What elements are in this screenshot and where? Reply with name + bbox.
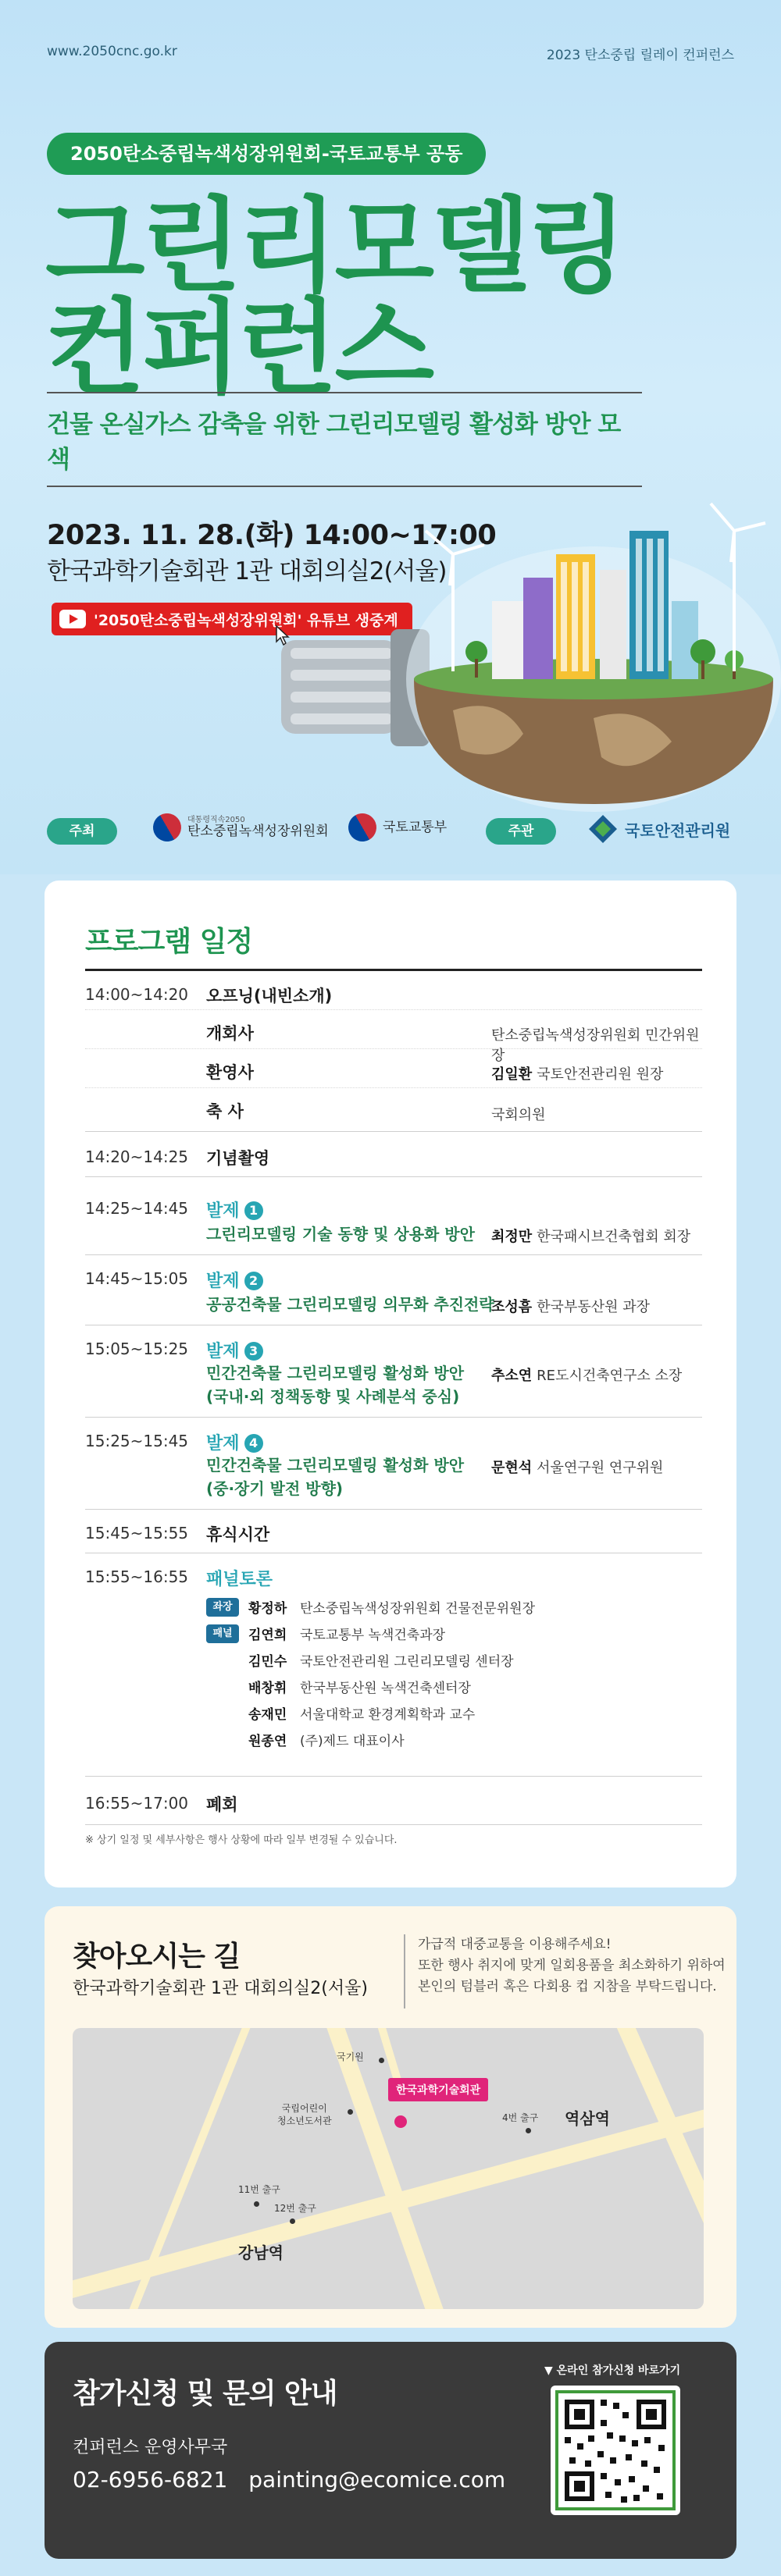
row-item: 오프닝(내빈소개) xyxy=(206,987,333,1005)
row-speaker: 국회의원 xyxy=(491,1107,546,1123)
row-speaker: 탄소중립녹색성장위원회 민간위원장 xyxy=(491,1027,700,1064)
title-line-1: 그린리모델링 xyxy=(45,187,625,307)
co-host-badge: 2050탄소중립녹색성장위원회-국토교통부 공동 xyxy=(47,133,486,175)
program-row xyxy=(85,1010,702,1064)
program-row xyxy=(85,1255,702,1325)
panel-member: 송재민 서울대학교 환경계획학과 교수 xyxy=(248,1707,476,1723)
row-time: 14:45~15:05 xyxy=(85,1269,189,1288)
program-card xyxy=(45,881,736,1888)
row-item: 휴식시간 xyxy=(206,1525,270,1544)
contact-phone[interactable]: 02-6956-6821 xyxy=(73,2467,228,2492)
row-item: 기념촬영 xyxy=(206,1149,270,1168)
row-time: 15:45~15:55 xyxy=(85,1524,189,1542)
map-marker xyxy=(348,2109,353,2115)
row-time: 15:25~15:45 xyxy=(85,1432,189,1450)
topic-label: 발제 4 xyxy=(206,1430,263,1454)
panel-role: 좌장 xyxy=(206,1598,239,1617)
row-time: 15:05~15:25 xyxy=(85,1340,189,1358)
panel-member: 배창휘 한국부동산원 녹색건축센터장 xyxy=(248,1681,471,1696)
directions-notes: 가급적 대중교통을 이용해주세요! 또한 행사 취지에 맞게 일회용품을 최소화하기 위하여 본인의 텀블러 혹은 다회용 컵 지참을 부탁드립니다. xyxy=(418,1937,726,1995)
row-speaker: 추소연 RE도시건축연구소 소장 xyxy=(491,1368,683,1384)
subtitle: 건물 온실가스 감축을 위한 그린리모델링 활성화 방안 모색 xyxy=(47,411,621,474)
program-row xyxy=(85,1553,702,1777)
topic-title: 공공건축물 그린리모델링 의무화 추진전략 xyxy=(206,1295,494,1314)
program-row xyxy=(85,1088,702,1132)
location-map[interactable] xyxy=(73,2028,704,2309)
directions-venue: 한국과학기술회관 1관 대회의실2(서울) xyxy=(73,1979,368,1998)
map-label-gukgiwon: 국기원 xyxy=(337,2051,364,2062)
map-venue-tag[interactable]: 한국과학기술회관 xyxy=(388,2078,488,2101)
topic-title: 민간건축물 그린리모델링 활성화 방안 (중·장기 발전 방향) xyxy=(206,1456,465,1498)
host1-name: 탄소중립녹색성장위원회 xyxy=(187,824,329,840)
map-marker xyxy=(254,2201,259,2207)
topic-label: 발제 3 xyxy=(206,1338,263,1362)
row-speaker: 김일환 국토안전관리원 원장 xyxy=(491,1066,664,1083)
row-time: 14:25~14:45 xyxy=(85,1199,189,1218)
event-series-tag: 2023 탄소중립 릴레이 컨퍼런스 xyxy=(546,48,734,63)
map-marker xyxy=(526,2128,531,2133)
row-item: 폐회 xyxy=(206,1795,238,1814)
contact-info xyxy=(73,2467,505,2492)
youtube-icon xyxy=(59,610,86,628)
event-date: 2023. 11. 28.(화) 14:00~17:00 xyxy=(47,520,497,551)
taegeuk-icon xyxy=(343,808,381,846)
qr-code-icon xyxy=(551,2386,680,2515)
lightbulb-city-illustration xyxy=(266,484,781,812)
panel-member: 좌장 황정하 탄소중립녹색성장위원회 건물전문위원장 xyxy=(206,1597,535,1617)
directions-title: 찾아오시는 길 xyxy=(73,1941,241,1973)
row-time: 14:00~14:20 xyxy=(85,985,189,1004)
row-speaker: 최정만 한국패시브건축협회 회장 xyxy=(491,1229,691,1245)
taegeuk-icon xyxy=(148,808,186,846)
program-row xyxy=(85,1510,702,1553)
topic-title: 그린리모델링 기술 동향 및 상용화 방안 xyxy=(206,1225,475,1244)
registration-qr-code[interactable] xyxy=(551,2386,680,2515)
contact-card xyxy=(45,2342,736,2559)
program-title: 프로그램 일정 xyxy=(85,926,253,958)
program-row xyxy=(85,1777,702,1825)
panel-member: 패널 김연희 국토교통부 녹색건축과장 xyxy=(206,1624,445,1643)
map-label-yeoksam: 역삼역 xyxy=(565,2109,610,2128)
title-line-2: 컨퍼런스 xyxy=(45,288,432,408)
host1-logo xyxy=(153,813,329,841)
program-row xyxy=(85,1418,702,1510)
program-row xyxy=(85,1132,702,1177)
panel-member: 원종연 (주)제드 대표이사 xyxy=(248,1734,405,1749)
contact-title: 참가신청 및 문의 안내 xyxy=(73,2378,337,2410)
map-label-gangnam: 강남역 xyxy=(238,2243,284,2262)
map-label-exit11: 11번 출구 xyxy=(238,2184,280,2195)
map-marker xyxy=(290,2218,295,2224)
program-table xyxy=(85,971,702,1825)
panel-label: 패널토론 xyxy=(206,1570,273,1589)
map-roads xyxy=(73,2028,704,2309)
row-item: 축 사 xyxy=(206,1102,244,1121)
program-row xyxy=(85,971,702,1010)
organizer-label: 주관 xyxy=(486,818,556,845)
contact-office: 컨퍼런스 운영사무국 xyxy=(73,2438,228,2457)
row-time: 14:20~14:25 xyxy=(85,1147,189,1166)
qr-label: ▼ 온라인 참가신청 바로가기 xyxy=(544,2364,681,2377)
divider xyxy=(404,1934,405,2008)
event-venue: 한국과학기술회관 1관 대회의실2(서울) xyxy=(47,557,447,585)
hero-section xyxy=(0,0,781,874)
map-venue-marker[interactable] xyxy=(394,2115,407,2128)
row-speaker: 문현석 서울연구원 연구위원 xyxy=(491,1460,664,1476)
kalis-logo-icon xyxy=(587,813,619,845)
map-label-exit12: 12번 출구 xyxy=(274,2203,316,2214)
youtube-label: '2050탄소중립녹색성장위원회' 유튜브 생중계 xyxy=(94,611,398,629)
row-speaker: 조성흠 한국부동산원 과장 xyxy=(491,1299,650,1315)
program-row xyxy=(85,1177,702,1255)
topic-label: 발제 2 xyxy=(206,1268,263,1292)
topic-title: 민간건축물 그린리모델링 활성화 방안 (국내·외 정책동향 및 사례분석 중심) xyxy=(206,1364,465,1406)
host1-small: 대통령직속2050 xyxy=(187,816,245,825)
host2-logo xyxy=(348,813,447,841)
topic-label: 발제 1 xyxy=(206,1197,263,1222)
row-item: 개회사 xyxy=(206,1024,254,1043)
subtitle-box xyxy=(47,392,642,487)
map-marker xyxy=(379,2058,384,2063)
program-row xyxy=(85,1325,702,1418)
row-item: 환영사 xyxy=(206,1063,254,1082)
panel-member: 김민수 국토안전관리원 그린리모델링 센터장 xyxy=(248,1654,514,1670)
map-label-library: 국립어린이 청소년도서관 xyxy=(277,2103,332,2126)
panel-role: 패널 xyxy=(206,1624,239,1643)
sponsor-row xyxy=(0,812,781,851)
row-time: 16:55~17:00 xyxy=(85,1794,189,1813)
site-url[interactable]: www.2050cnc.go.kr xyxy=(47,44,177,59)
organizer-name: 국토안전관리원 xyxy=(625,820,731,840)
map-label-exit4: 4번 출구 xyxy=(502,2112,539,2123)
schedule-note: ※ 상기 일정 및 세부사항은 행사 상황에 따라 일부 변경될 수 있습니다. xyxy=(85,1834,398,1846)
program-row xyxy=(85,1049,702,1088)
host-label: 주최 xyxy=(47,818,117,845)
directions-card xyxy=(45,1906,736,2328)
organizer-logo xyxy=(587,813,730,845)
row-time: 15:55~16:55 xyxy=(85,1567,189,1586)
host2-name: 국토교통부 xyxy=(383,819,448,835)
contact-email[interactable]: painting@ecomice.com xyxy=(248,2467,506,2492)
